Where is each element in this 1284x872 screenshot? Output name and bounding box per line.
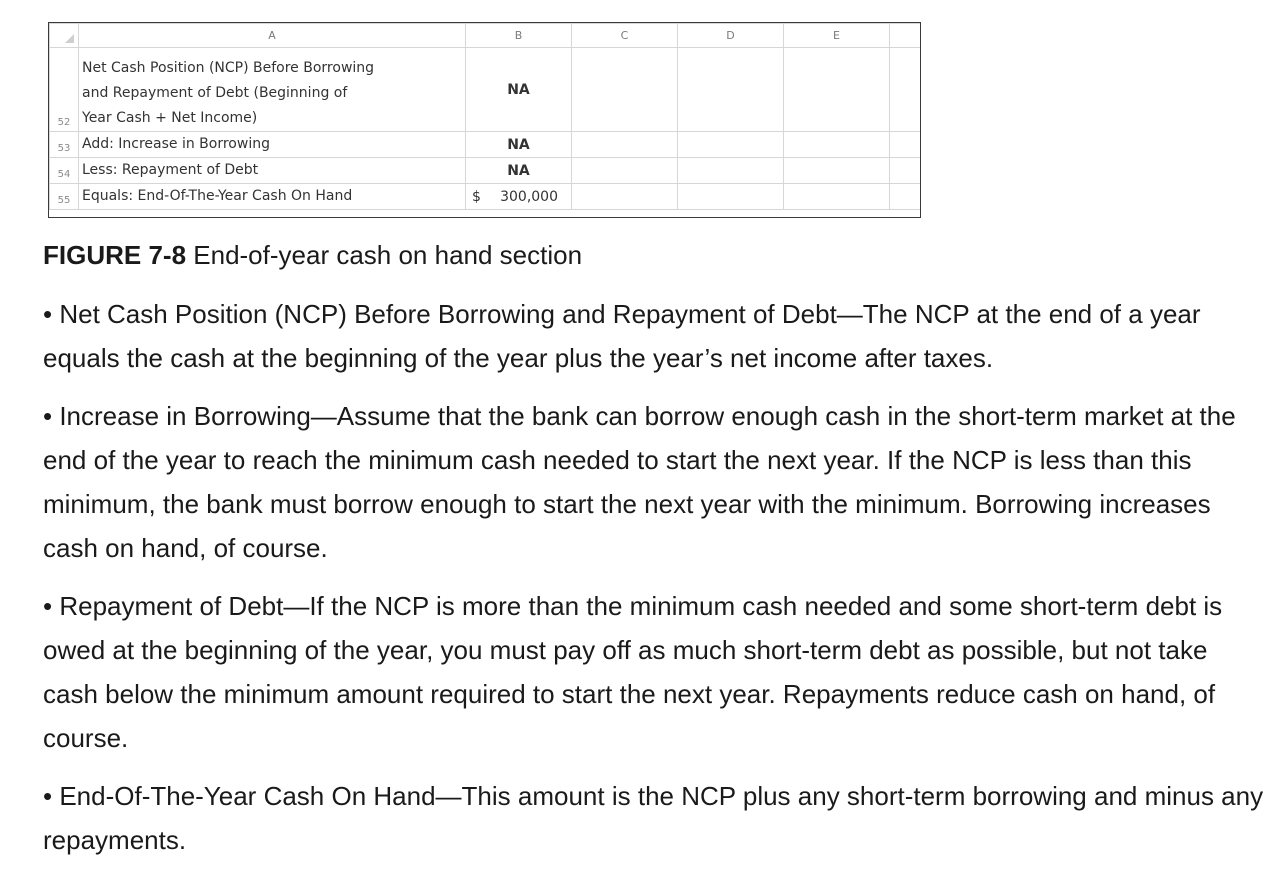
empty-cell[interactable]: [572, 132, 678, 158]
row-number[interactable]: 55: [50, 184, 79, 210]
figure-caption: [43, 240, 582, 271]
empty-cell[interactable]: [890, 48, 922, 132]
empty-cell[interactable]: [784, 184, 890, 210]
select-all-triangle-icon: [65, 34, 74, 43]
table-row: [50, 48, 922, 132]
paragraph-repayment-of-debt: • Repayment of Debt—If the NCP is more than the minimum cash needed and some short-term debt is owed at the beginning of the year, you must pay off as much short-term debt as possible, but not take cash below the minimum amount required to start the next year. Repayments reduce cash on hand, of course.: [43, 591, 1223, 753]
spreadsheet-table: [49, 23, 921, 210]
cell-value-currency[interactable]: [466, 184, 572, 210]
column-header-e[interactable]: E: [784, 24, 890, 48]
empty-cell[interactable]: [678, 132, 784, 158]
row-number[interactable]: 54: [50, 158, 79, 184]
table-row: [50, 132, 922, 158]
currency-amount: 300,000: [500, 188, 558, 205]
spreadsheet-figure: [48, 22, 921, 218]
cell-label[interactable]: Equals: End-Of-The-Year Cash On Hand: [79, 184, 466, 210]
cell-value[interactable]: NA: [466, 48, 572, 132]
column-header-c[interactable]: C: [572, 24, 678, 48]
cell-label-line: and Repayment of Debt (Beginning of: [82, 85, 348, 101]
empty-cell[interactable]: [890, 158, 922, 184]
empty-cell[interactable]: [784, 48, 890, 132]
paragraph-ncp: • Net Cash Position (NCP) Before Borrowing and Repayment of Debt—The NCP at the end of a year equals the cash at the beginning of the year plus the year’s net income after taxes.: [43, 299, 1201, 373]
select-all-corner[interactable]: [50, 24, 79, 48]
column-header-a[interactable]: A: [79, 24, 466, 48]
cell-label-line: Year Cash + Net Income): [82, 110, 258, 126]
empty-cell[interactable]: [572, 158, 678, 184]
empty-cell[interactable]: [572, 184, 678, 210]
cell-label-line: Net Cash Position (NCP) Before Borrowing: [82, 60, 375, 76]
empty-cell[interactable]: [890, 184, 922, 210]
cell-value[interactable]: NA: [466, 132, 572, 158]
table-row: [50, 184, 922, 210]
empty-cell[interactable]: [572, 48, 678, 132]
paragraph-end-of-year-cash: • End-Of-The-Year Cash On Hand—This amount is the NCP plus any short-term borrowing and minus any repayments.: [43, 781, 1264, 855]
empty-cell[interactable]: [678, 158, 784, 184]
cell-label[interactable]: [79, 48, 466, 132]
empty-cell[interactable]: [678, 48, 784, 132]
empty-cell[interactable]: [784, 132, 890, 158]
currency-symbol: $: [472, 188, 481, 205]
figure-caption-text: End-of-year cash on hand section: [193, 240, 583, 270]
cell-label[interactable]: Add: Increase in Borrowing: [79, 132, 466, 158]
cell-value[interactable]: NA: [466, 158, 572, 184]
row-number[interactable]: 52: [50, 48, 79, 132]
empty-cell[interactable]: [890, 132, 922, 158]
empty-cell[interactable]: [678, 184, 784, 210]
empty-cell[interactable]: [784, 158, 890, 184]
column-header-row: [50, 24, 922, 48]
figure-label: FIGURE 7-8: [43, 240, 187, 270]
paragraph-increase-borrowing: • Increase in Borrowing—Assume that the bank can borrow enough cash in the short-term market at the end of the year to reach the minimum cash needed to start the next year. If the NCP is less than this minimum, the bank must borrow enough to start the next year with the minimum. Borrowing increases cash on hand, of course.: [43, 401, 1236, 563]
row-number[interactable]: 53: [50, 132, 79, 158]
cell-label[interactable]: Less: Repayment of Debt: [79, 158, 466, 184]
table-row: [50, 158, 922, 184]
column-header-f[interactable]: [890, 24, 922, 48]
column-header-d[interactable]: D: [678, 24, 784, 48]
column-header-b[interactable]: B: [466, 24, 572, 48]
